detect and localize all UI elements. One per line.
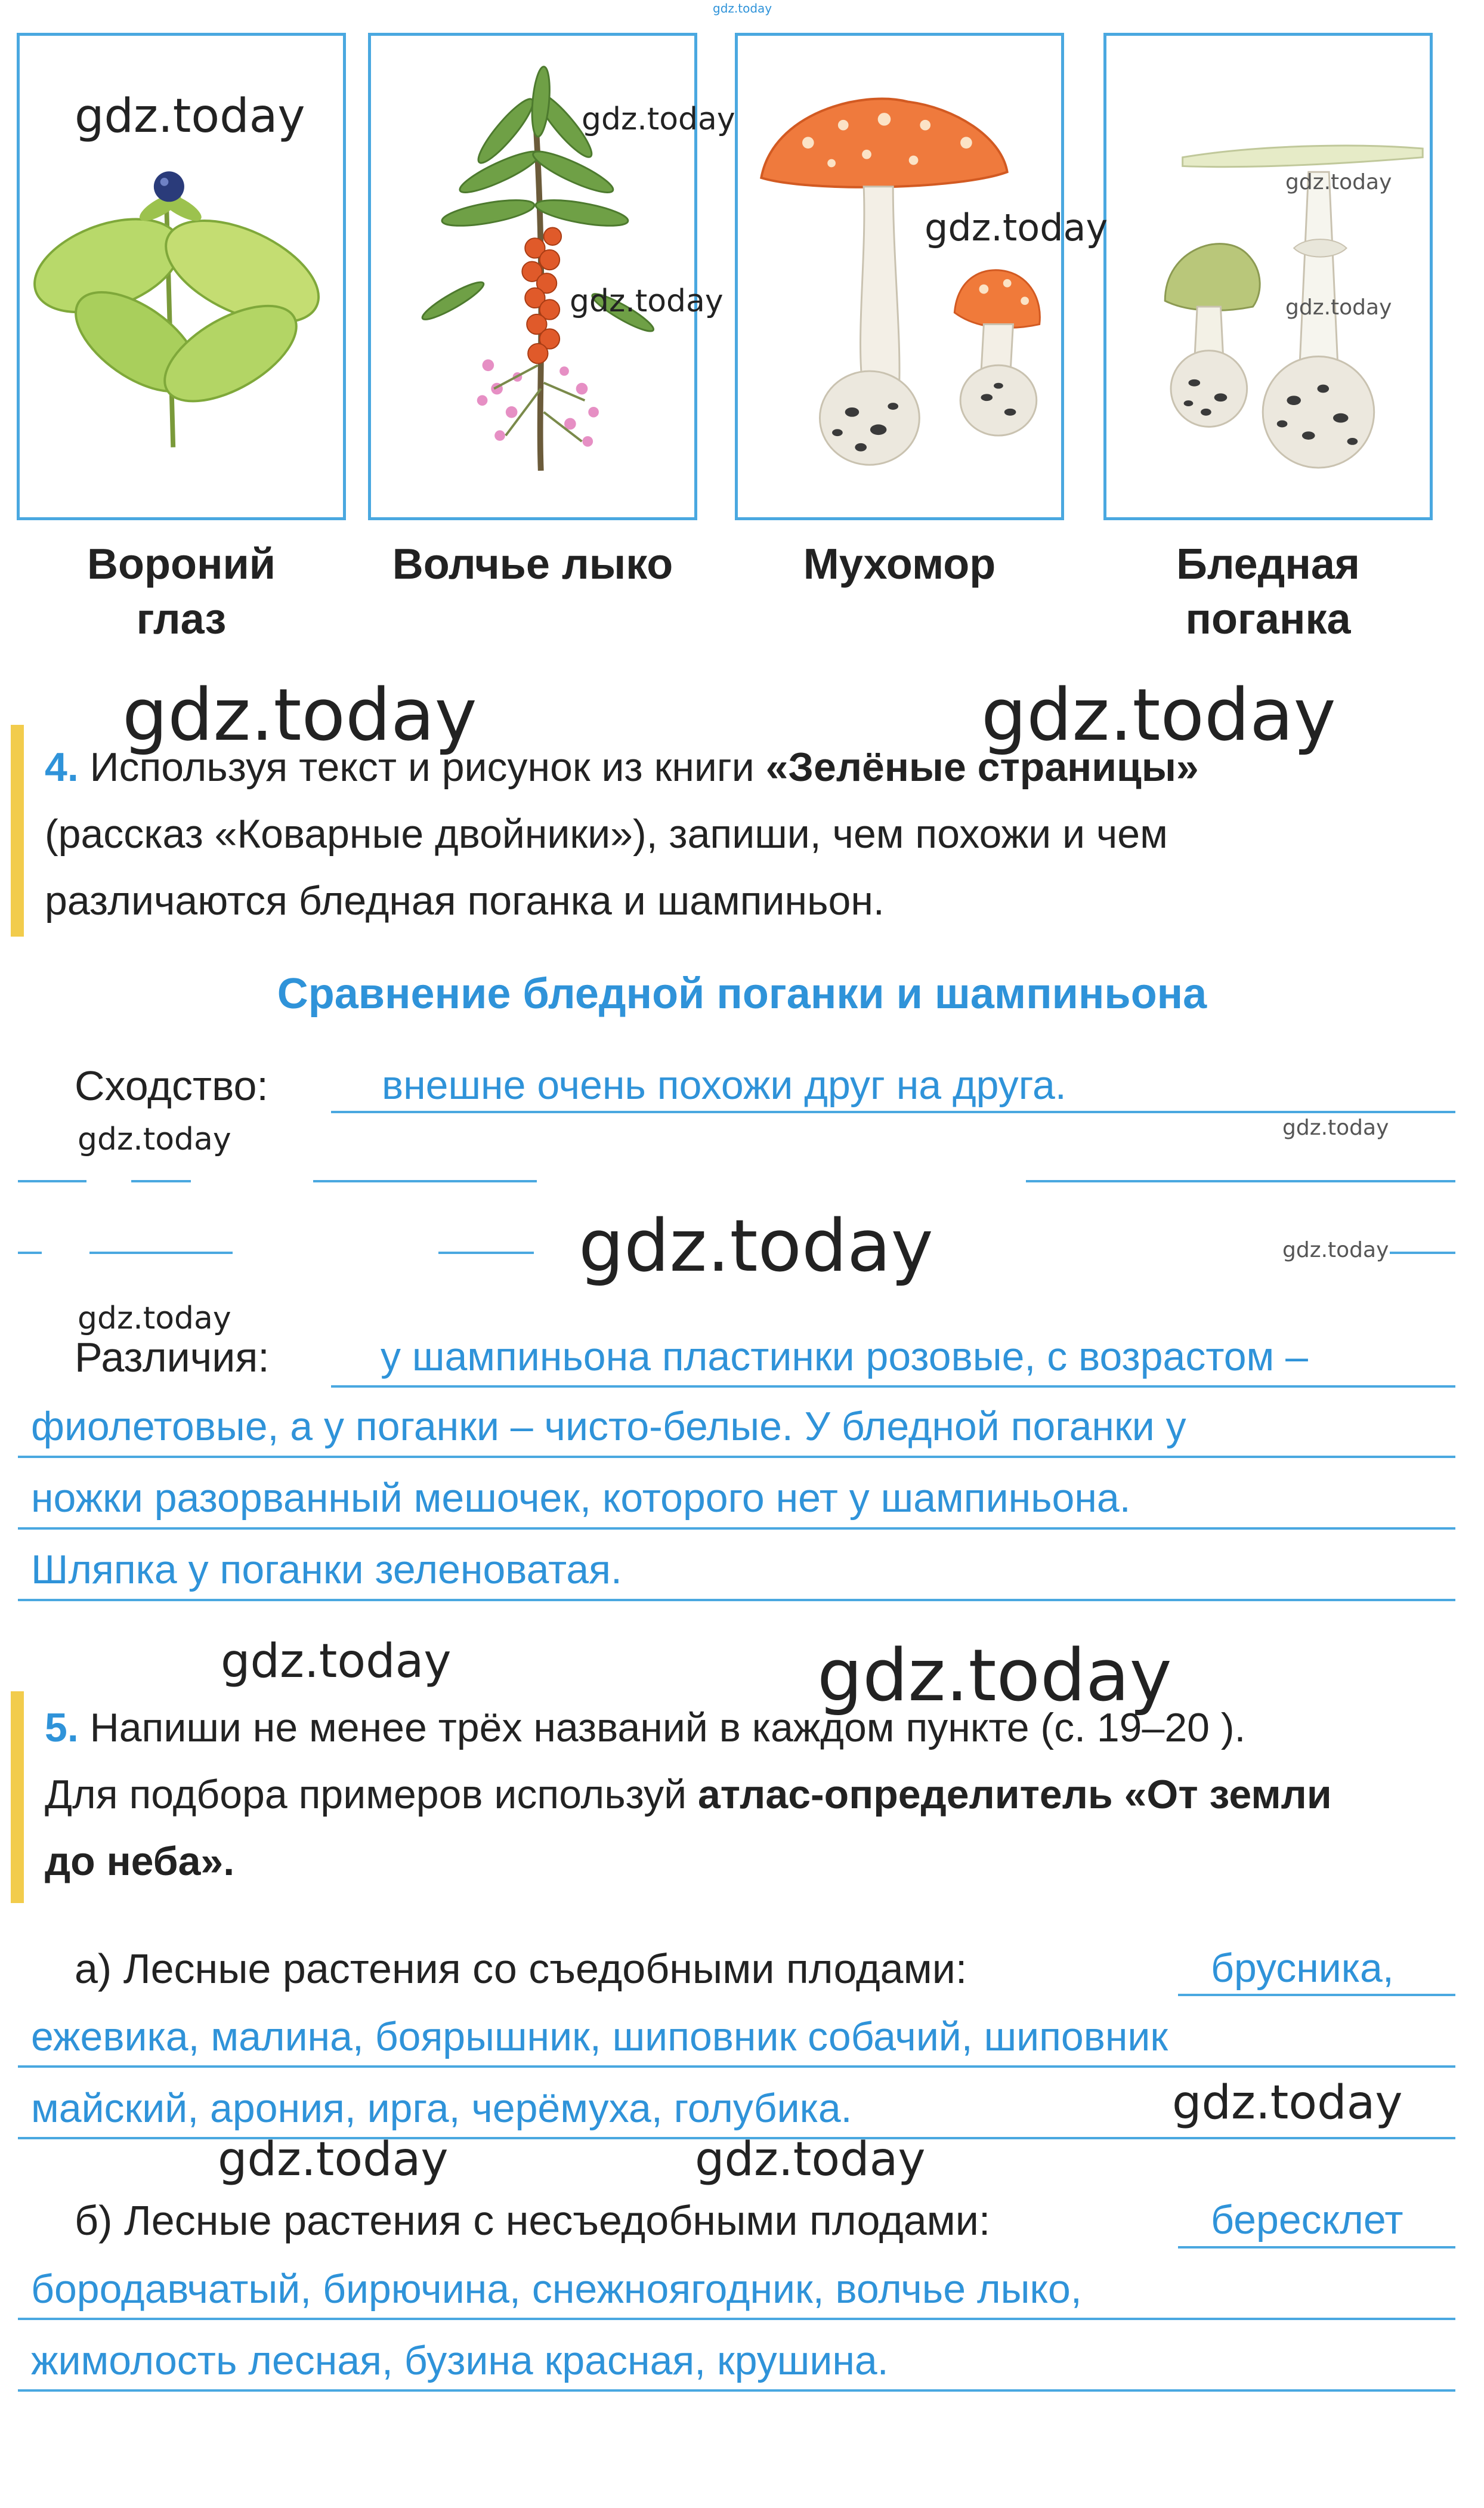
task-5-text — [45, 1694, 1452, 1895]
difference-answer-line-3: ножки разорванный мешочек, которого нет у шампиньона. — [31, 1475, 1131, 1521]
watermark: gdz.today — [221, 1635, 452, 1688]
watermark: gdz.today — [122, 674, 477, 757]
answer-line — [89, 1252, 233, 1254]
watermark: gdz.today — [817, 1635, 1172, 1718]
answer-line — [1026, 1180, 1455, 1182]
task-4-line-3: различаются бледная поганка и шампиньон. — [45, 878, 885, 923]
watermark: gdz.today — [579, 1205, 933, 1288]
task-4-marker — [11, 725, 24, 937]
comparison-heading: Сравнение бледной поганки и шампиньона — [277, 970, 1207, 1018]
answer-line — [18, 1180, 86, 1182]
task-4-line-2: (рассказ «Коварные двойники»), запиши, чем похожи и чем — [45, 811, 1168, 857]
blednaya-poganka-illustration — [1106, 36, 1430, 517]
atlas-title: атлас-определитель «От земли — [697, 1772, 1332, 1817]
task-5-line-2: Для подбора примеров используй — [45, 1772, 698, 1817]
task-5a-answer-line-3: майский, арония, ирга, черёмуха, голубика. — [31, 2086, 852, 2131]
caption-line: глаз — [136, 595, 227, 643]
task-5-number: 5. — [45, 1705, 79, 1750]
answer-line — [18, 1456, 1455, 1458]
card-muhomor — [735, 33, 1064, 520]
watermark: gdz.today — [925, 206, 1108, 249]
answer-line — [331, 1385, 1455, 1388]
answer-line — [1390, 1252, 1455, 1254]
caption-line: Волчье лыко — [392, 540, 673, 588]
task-4-text — [45, 734, 1452, 934]
watermark: gdz.today — [570, 283, 724, 319]
task-5b-label: б) Лесные растения с несъедобными плодами: — [75, 2197, 991, 2244]
task-5-line-3: до неба». — [45, 1839, 235, 1884]
watermark: gdz.today — [78, 1301, 231, 1336]
answer-line — [18, 2318, 1455, 2320]
difference-answer-line-2: фиолетовые, а у поганки – чисто-белые. У бледной поганки у — [31, 1404, 1186, 1449]
similarity-answer: внешне очень похожи друг на друга. — [382, 1062, 1066, 1108]
difference-answer-line-1: у шампиньона пластинки розовые, с возрастом – — [381, 1334, 1309, 1379]
task-5a-answer-line-1: брусника, — [1211, 1945, 1394, 1991]
book-title: «Зелёные страницы» — [765, 745, 1199, 790]
caption-card-3 — [732, 537, 1066, 592]
caption-card-2 — [366, 537, 700, 592]
task-5b-answer-line-2: бородавчатый, бирючина, снежноягодник, волчье лыко, — [31, 2266, 1082, 2312]
caption-line: Мухомор — [803, 540, 996, 588]
task-5-line-1: Напиши не менее трёх названий в каждом пункте (с. 19–20 ). — [78, 1705, 1246, 1750]
card-blednaya-poganka — [1103, 33, 1433, 520]
watermark: gdz.today — [75, 89, 305, 143]
watermark: gdz.today — [695, 2133, 926, 2186]
watermark: gdz.today — [78, 1122, 231, 1157]
answer-line — [313, 1180, 537, 1182]
difference-answer-line-4: Шляпка у поганки зеленоватая. — [31, 1547, 622, 1592]
answer-line — [18, 1252, 42, 1254]
watermark: gdz.today — [1285, 295, 1392, 320]
similarity-label: Сходство: — [75, 1062, 268, 1109]
answer-line — [18, 2389, 1455, 2392]
answer-line — [1178, 2246, 1455, 2248]
watermark: gdz.today — [582, 101, 735, 137]
muhomor-illustration — [738, 36, 1061, 517]
answer-line — [331, 1111, 1455, 1113]
task-4-line-1: Используя текст и рисунок из книги — [78, 745, 766, 790]
answer-line — [1178, 1994, 1455, 1996]
top-watermark: gdz.today — [713, 1, 772, 16]
watermark: gdz.today — [1285, 170, 1392, 194]
task-5b-answer-line-1: бересклет — [1211, 2197, 1403, 2243]
task-5-marker — [11, 1691, 24, 1903]
task-4-number: 4. — [45, 745, 79, 790]
caption-card-1 — [14, 537, 348, 647]
caption-line: Вороний — [87, 540, 276, 588]
answer-line — [438, 1252, 534, 1254]
answer-line — [131, 1180, 191, 1182]
difference-label: Различия: — [75, 1334, 270, 1380]
watermark: gdz.today — [218, 2133, 449, 2186]
task-5b-answer-line-3: жимолость лесная, бузина красная, крушина. — [31, 2338, 889, 2383]
caption-line: поганка — [1185, 595, 1351, 643]
watermark: gdz.today — [1282, 1238, 1389, 1262]
watermark: gdz.today — [1282, 1116, 1389, 1140]
caption-line: Бледная — [1176, 540, 1360, 588]
watermark: gdz.today — [1172, 2076, 1403, 2130]
caption-card-4 — [1101, 537, 1435, 647]
answer-line — [18, 2065, 1455, 2068]
answer-line — [18, 1527, 1455, 1530]
task-5a-label: а) Лесные растения со съедобными плодами: — [75, 1945, 967, 1992]
task-5a-answer-line-2: ежевика, малина, боярышник, шиповник собачий, шиповник — [31, 2014, 1168, 2059]
answer-line — [18, 1599, 1455, 1601]
watermark: gdz.today — [981, 674, 1336, 757]
